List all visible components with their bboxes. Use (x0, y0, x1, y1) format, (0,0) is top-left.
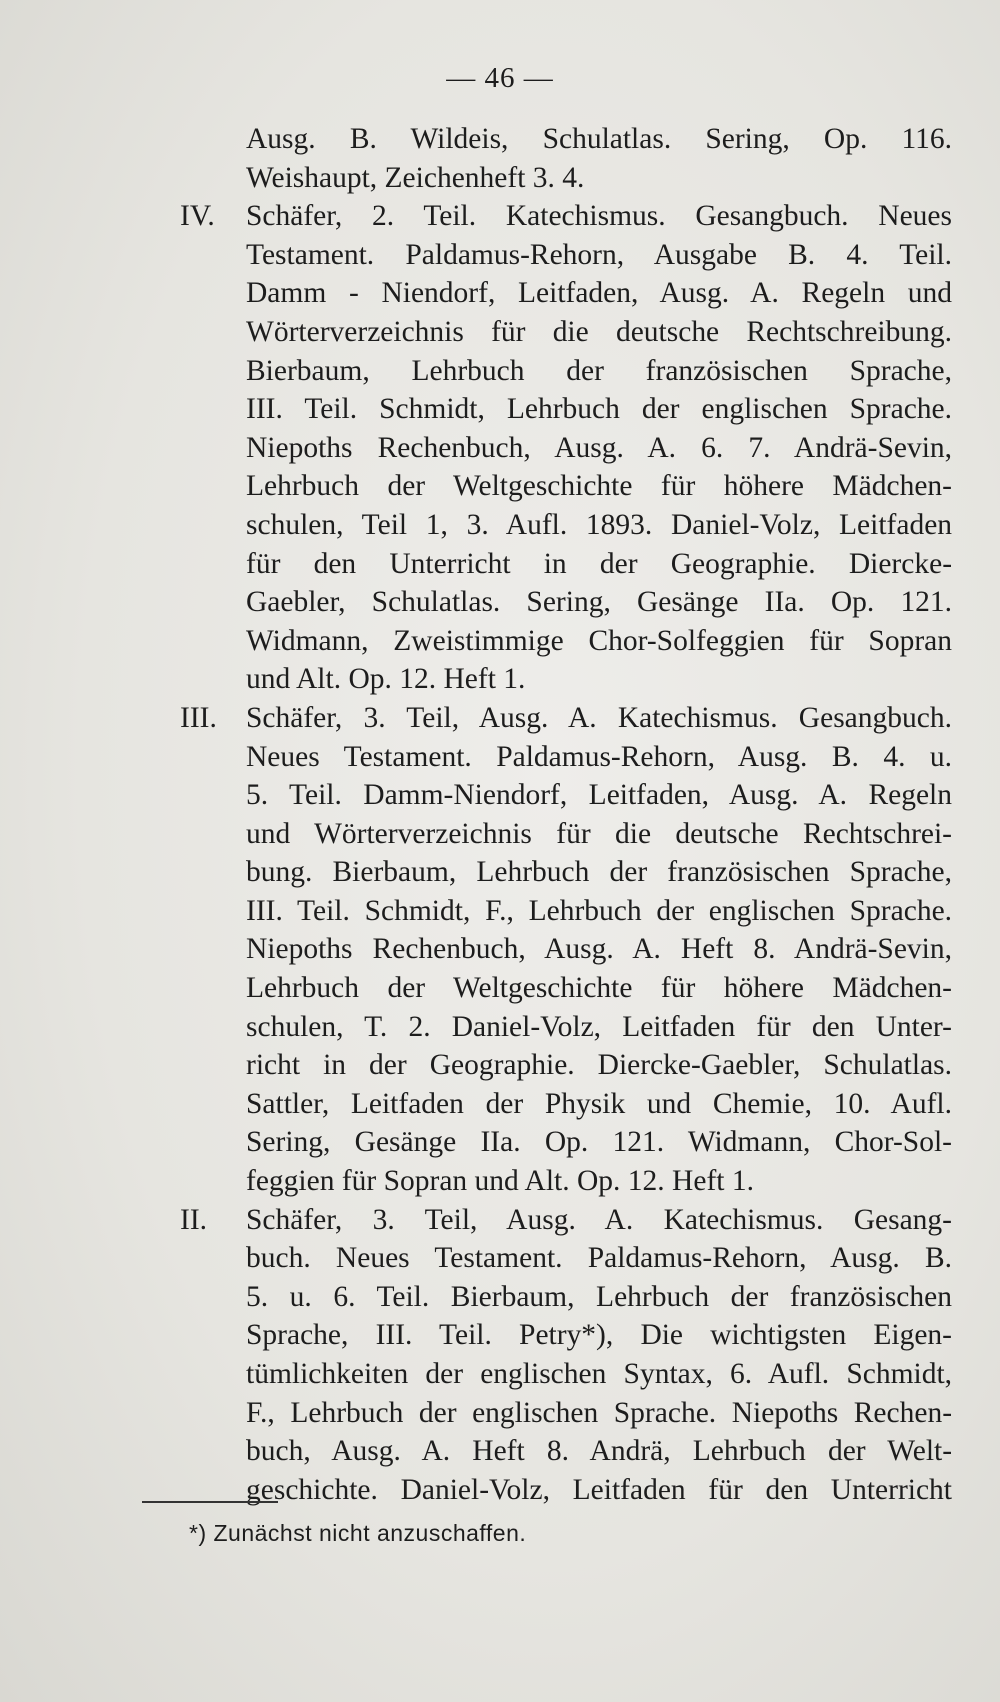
line-text: Widmann, Zweistimmige Chor-Solfeggien für Sopran (246, 624, 952, 657)
text-line (246, 622, 952, 661)
text-line (246, 776, 952, 815)
text-line (246, 1471, 952, 1510)
line-text: richt in der Geographie. Diercke-Gaebler, Schulatlas. (246, 1049, 953, 1082)
text-line (246, 120, 952, 159)
line-text: und Wörterverzeichnis für die deutsche Rechtschrei- (246, 817, 952, 850)
line-text: F., Lehrbuch der englischen Sprache. Niepoths Rechen- (246, 1396, 953, 1429)
text-line (246, 1432, 952, 1471)
line-text: Ausg. B. Wildeis, Schulatlas. Sering, Op. 116. (246, 123, 953, 155)
line-text: schulen, Teil 1, 3. Aufl. 1893. Daniel-Volz, Leitfaden (246, 508, 953, 541)
text-line (246, 1085, 952, 1124)
text-line (180, 1201, 953, 1240)
text-line (246, 660, 952, 699)
text-line (246, 390, 952, 429)
line-text: Niepoths Rechenbuch, Ausg. A. 6. 7. Andrä-Sevin, (246, 431, 953, 464)
text-line (246, 1278, 952, 1317)
text-line (246, 1316, 952, 1355)
line-text: Schäfer, 3. Teil, Ausg. A. Katechismus. Gesangbuch. (246, 701, 952, 734)
line-text: Gaebler, Schulatlas. Sering, Gesänge IIa. Op. 121. (246, 586, 953, 619)
line-text: buch, Ausg. A. Heft 8. Andrä, Lehrbuch der Welt- (246, 1435, 953, 1468)
footnote-divider (142, 1501, 278, 1503)
line-text: 5. Teil. Damm-Niendorf, Leitfaden, Ausg. A. Regeln (246, 779, 952, 812)
line-text: Schäfer, 2. Teil. Katechismus. Gesangbuch. Neues (246, 200, 952, 233)
text-line (246, 159, 952, 198)
text-line (246, 1008, 952, 1047)
line-text: buch. Neues Testament. Paldamus-Rehorn, Ausg. B. (246, 1242, 952, 1275)
text-line (246, 1355, 952, 1394)
text-line (246, 583, 952, 622)
line-text: Wörterverzeichnis für die deutsche Rechtschreibung. (246, 315, 952, 348)
line-text: Testament. Paldamus-Rehorn, Ausgabe B. 4. Teil. (246, 238, 953, 271)
text-line (246, 892, 952, 931)
text-line (246, 969, 952, 1008)
page-number: — 46 — (446, 62, 554, 94)
line-text: Bierbaum, Lehrbuch der französischen Sprache, (246, 354, 952, 387)
line-text: feggien für Sopran und Alt. Op. 12. Heft 1. (246, 1165, 754, 1198)
line-text: Sattler, Leitfaden der Physik und Chemie, 10. Aufl. (246, 1087, 952, 1120)
text-line (246, 930, 952, 969)
class-numeral: III. (180, 701, 217, 734)
text-line (180, 699, 952, 738)
line-text: bung. Bierbaum, Lehrbuch der französischen Sprache, (246, 856, 952, 889)
body-text (180, 120, 960, 1509)
text-line (246, 352, 952, 391)
text-line (246, 853, 952, 892)
line-text: 5. u. 6. Teil. Bierbaum, Lehrbuch der französischen (246, 1280, 952, 1313)
line-text: Damm - Niendorf, Leitfaden, Ausg. A. Regeln und (246, 277, 952, 310)
text-line (180, 197, 952, 236)
text-line (246, 274, 952, 313)
line-text: und Alt. Op. 12. Heft 1. (246, 663, 526, 696)
class-numeral: II. (180, 1203, 208, 1236)
class-numeral: IV. (180, 200, 215, 233)
text-line (246, 429, 952, 468)
text-line (246, 1046, 952, 1085)
footnote: *) Zunächst nicht anzuschaffen. (189, 1520, 527, 1546)
line-text: Sprache, III. Teil. Petry*), Die wichtigsten Eigen- (246, 1319, 953, 1352)
line-text: Schäfer, 3. Teil, Ausg. A. Katechismus. Gesang- (246, 1203, 953, 1236)
text-line (246, 236, 952, 275)
text-line (246, 545, 952, 584)
text-line (246, 738, 952, 777)
line-text: Niepoths Rechenbuch, Ausg. A. Heft 8. Andrä-Sevin, (246, 933, 952, 966)
line-text: Lehrbuch der Weltgeschichte für höhere Mädchen- (246, 470, 953, 503)
line-text: Neues Testament. Paldamus-Rehorn, Ausg. B. 4. u. (246, 740, 952, 773)
line-text: geschichte. Daniel-Volz, Leitfaden für den Unterricht (246, 1473, 953, 1506)
line-text: für den Unterricht in der Geographie. Diercke- (246, 547, 953, 580)
text-line (246, 1123, 952, 1162)
line-text: Lehrbuch der Weltgeschichte für höhere Mädchen- (246, 972, 953, 1005)
line-text: III. Teil. Schmidt, Lehrbuch der englischen Sprache. (246, 393, 953, 426)
line-text: tümlichkeiten der englischen Syntax, 6. Aufl. Schmidt, (246, 1358, 953, 1390)
text-line (246, 506, 952, 545)
text-line (246, 1239, 952, 1278)
line-text: Sering, Gesänge IIa. Op. 121. Widmann, Chor-Sol- (246, 1126, 952, 1159)
line-text: III. Teil. Schmidt, F., Lehrbuch der englischen Sprache. (246, 894, 953, 927)
line-text: Weishaupt, Zeichenheft 3. 4. (246, 161, 585, 194)
text-line (246, 1394, 952, 1433)
text-line (246, 313, 952, 352)
line-text: schulen, T. 2. Daniel-Volz, Leitfaden für den Unter- (246, 1010, 952, 1043)
text-line (246, 467, 952, 506)
text-line (246, 815, 952, 854)
text-line (246, 1162, 952, 1201)
